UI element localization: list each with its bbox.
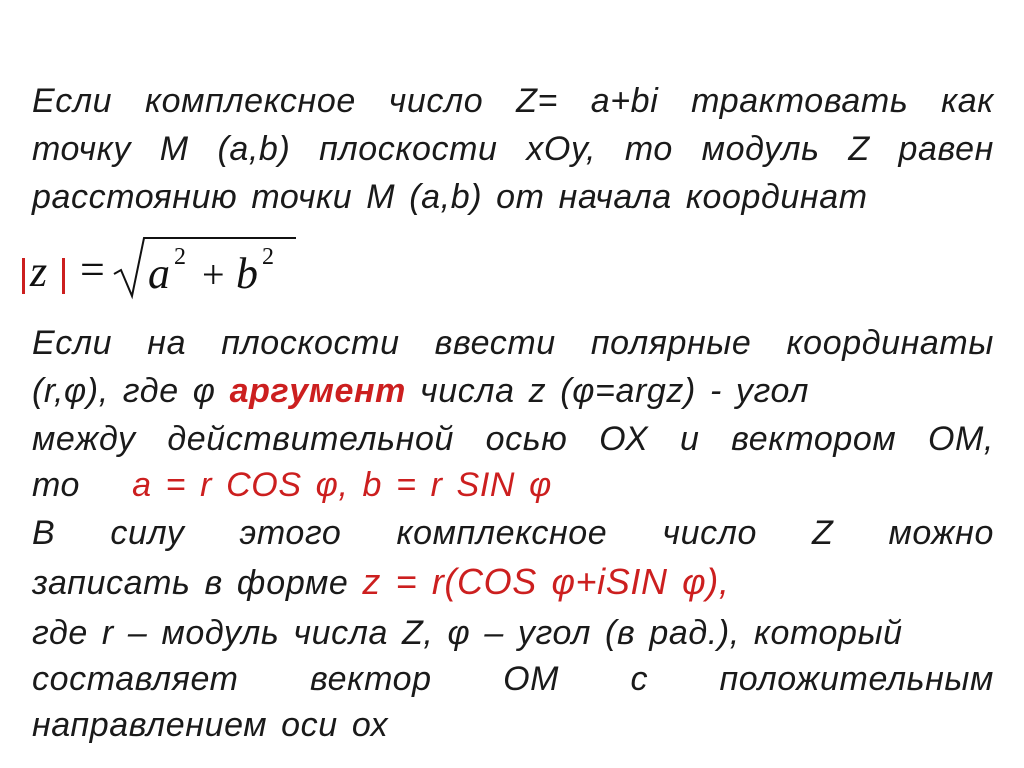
left-abs-bar <box>22 258 25 294</box>
word: ОХ <box>599 420 649 458</box>
exponent-a: 2 <box>174 244 186 270</box>
p2-line-4 <box>32 468 994 502</box>
p2-line-3 <box>32 422 994 456</box>
argument-term: аргумент <box>229 372 406 410</box>
word: комплексное <box>396 514 608 552</box>
sqrt-expression <box>112 232 298 302</box>
word: трактовать <box>691 82 909 120</box>
p2-line-2 <box>32 374 994 408</box>
p3-line-4 <box>32 662 994 696</box>
word: можно <box>888 514 994 552</box>
word: то <box>624 130 673 168</box>
word: положительным <box>719 660 994 698</box>
word: полярные <box>590 324 752 362</box>
word: силу <box>110 514 185 552</box>
p1-line-1 <box>32 84 994 118</box>
word: плоскости <box>319 130 498 168</box>
word: и <box>679 420 700 458</box>
cartesian-polar-formula: a = r COS φ, b = r SIN φ <box>132 466 552 504</box>
word: ОМ, <box>927 420 994 458</box>
word: Если <box>32 82 113 120</box>
p3-line-2 <box>32 561 994 602</box>
word: с <box>630 660 649 698</box>
word: М <box>159 130 189 168</box>
word: Z= <box>516 82 558 120</box>
p3-line-5: направлением оси ох <box>32 706 389 744</box>
word: модуль <box>701 130 820 168</box>
word: вектором <box>731 420 897 458</box>
word: число <box>662 514 757 552</box>
word: между <box>32 420 136 458</box>
formula-z: z <box>30 247 48 296</box>
word: ОМ <box>503 660 560 698</box>
word: число <box>388 82 484 120</box>
word: В <box>32 514 56 552</box>
word: a+bi <box>590 82 659 120</box>
word: вектор <box>309 660 432 698</box>
formula-equals: = <box>80 245 105 294</box>
text-segment: записать в форме <box>32 564 363 602</box>
word: координаты <box>786 324 994 362</box>
word: осью <box>485 420 568 458</box>
p1-line-2 <box>32 132 994 166</box>
p3-line-1 <box>32 516 994 550</box>
word: (a,b) <box>217 130 291 168</box>
word: Z <box>848 130 870 168</box>
word: как <box>941 82 994 120</box>
p2-line-1 <box>32 326 994 360</box>
text-segment: числа z (φ=argz) - угол <box>405 372 810 410</box>
trigonometric-form-formula: z = r(COS φ+iSIN φ), <box>362 561 730 602</box>
word: равен <box>898 130 994 168</box>
word: Z <box>812 514 834 552</box>
p3-line-3: где r – модуль числа Z, φ – угол (в рад.), который <box>32 614 903 652</box>
text-segment: то <box>32 466 81 504</box>
word: точку <box>32 130 131 168</box>
plus-sign: + <box>202 252 225 297</box>
word: xOy, <box>526 130 597 168</box>
word: составляет <box>32 660 239 698</box>
word: плоскости <box>221 324 400 362</box>
word: на <box>147 324 187 362</box>
p1-line-3: расстоянию точки М (a,b) от начала координат <box>32 178 868 216</box>
word: Если <box>32 324 113 362</box>
modulus-formula <box>18 232 298 302</box>
radicand-b: b <box>236 249 258 298</box>
word: комплексное <box>144 82 356 120</box>
right-abs-bar <box>62 258 65 294</box>
word: ввести <box>434 324 556 362</box>
text-segment: (r,φ), где φ <box>32 372 230 410</box>
word: этого <box>239 514 342 552</box>
word: действительной <box>167 420 454 458</box>
exponent-b: 2 <box>262 244 274 270</box>
radicand-a: a <box>148 249 170 298</box>
